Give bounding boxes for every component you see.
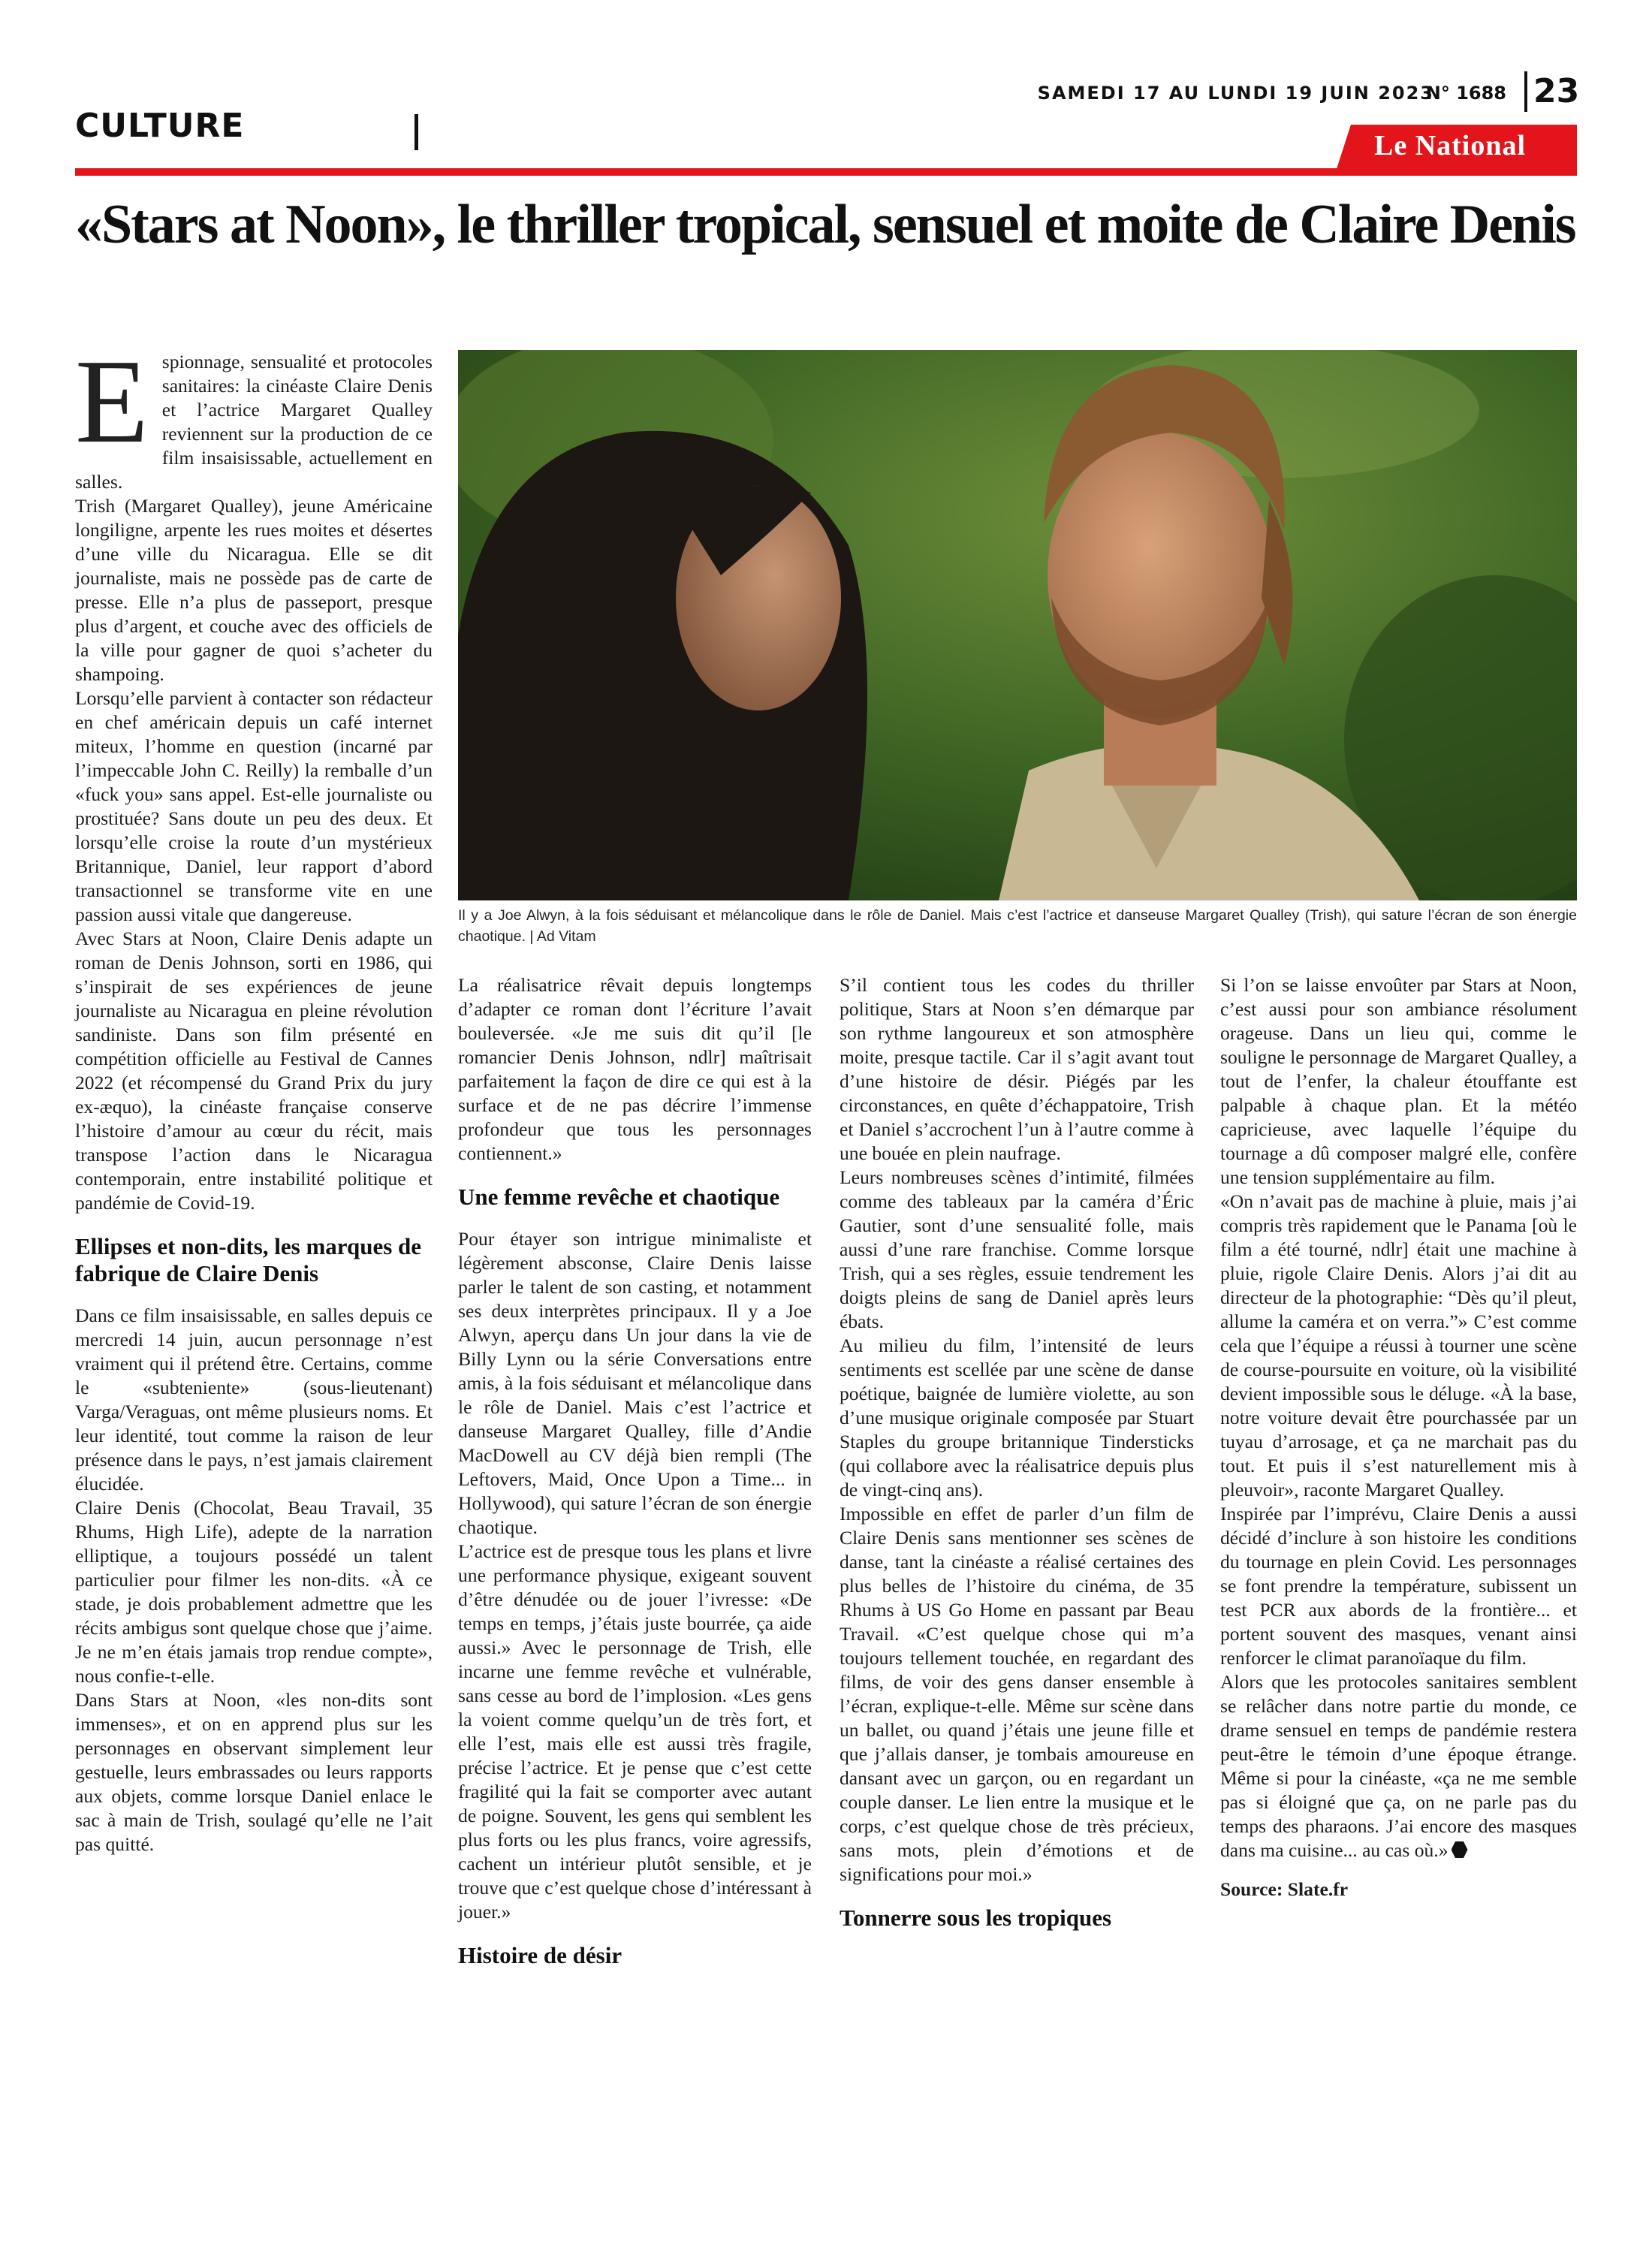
article-photo: [458, 350, 1577, 900]
intro-paragraph: [75, 334, 433, 494]
body-paragraph: Claire Denis (Chocolat, Beau Travail, 35 Rhums, High Life), adepte de la narration elliptique, a toujours possédé un talent particulier pour filmer les non-dits. «À ce stade, je dois probablement admettre que les récits ambigus sont quelque chose que j’aime. Je ne m’en étais jamais trop rendue compte», nous confie-t-elle.: [75, 1497, 433, 1687]
subheading: Tonnerre sous les tropiques: [840, 1905, 1112, 1931]
drop-cap: E: [75, 334, 149, 468]
body-paragraph: «On n’avait pas de machine à pluie, mais j’ai compris très rapidement que le Panama [où le film a été tourné, ndlr] était une machine à pluie, rigole Claire Denis. Alors j’ai dit au directeur de la photographie: “Dès qu’il pleut, allume la caméra et on verra.”» C’est comme cela que l’équipe a réussi à tourner une scène de course-poursuite en voiture, où la visibilité devient impossible sous le déluge. «À la base, notre voiture devait être pourchassée par un tuyau d’arrosage, et ça ne marchait pas du tout. Et puis il s’est naturellement mis à pleuvoir», raconte Margaret Qualley.: [1220, 1190, 1577, 1500]
page-number-divider: [1524, 71, 1527, 112]
closing-text: Alors que les protocoles sanitaires semblent se relâcher dans notre partie du monde, ce drame sensuel en temps de pandémie restera peut-être le témoin d’une époque étrange. Même si pour la cinéaste, «ça ne me semble pas si éloigné que ça, on ne parle pas du temps des pharaons. J’ai encore des masques dans ma cuisine... au cas où.»: [1220, 1671, 1577, 1861]
body-paragraph: L’actrice est de presque tous les plans et livre une performance physique, exigeant souvent d’être dénudée ou de jouer l’ivresse: «De temps en temps, j’étais juste bourrée, ça aide aussi.» Avec le personnage de Trish, elle incarne une femme revêche et vulnérable, sans cesse au bord de l’implosion. «Les gens la voient comme quelqu’un de très fort, et elle l’est, mais elle est aussi très fragile, précise l’actrice. Et je pense que c’est cette fragilité qui la fait se comporter avec autant de poigne. Souvent, les gens qui semblent les plus forts ou les plus francs, voire agressifs, cachent un intérieur plutôt sensible, et je trouve que c’est quelque chose d’intéressant à jouer.»: [458, 1540, 812, 1923]
article-column-1: [75, 334, 433, 1856]
body-paragraph: Au milieu du film, l’intensité de leurs sentiments est scellée par une scène de danse poétique, baignée de lumière violette, au son d’une musique originale composée par Stuart Staples du groupe britannique Tindersticks (qui collabore avec la réalisatrice depuis plus de vingt-cinq ans).: [840, 1335, 1194, 1500]
subheading: Histoire de désir: [458, 1942, 623, 1968]
photo-caption: Il y a Joe Alwyn, à la fois séduisant et mélancolique dans le rôle de Daniel. Mais c’est l’actrice et danseuse Margaret Qualley (Trish), qui sature l’écran de son énergie chaotique. | Ad Vitam: [458, 907, 1577, 945]
body-paragraph: Impossible en effet de parler d’un film de Claire Denis sans mentionner ses scènes de danse, tant la cinéaste a réalisé certaines des plus belles de l’histoire du cinéma, de 35 Rhums à US Go Home en passant par Beau Travail. «C’est quelque chose qui m’a toujours tellement touchée, en regardant des films, de voir des gens danser ensemble à l’écran, explique-t-elle. Même sur scène dans un ballet, ou quand j’étais une jeune fille et que j’allais danser, je tombais amoureuse en dansant avec un garçon, ou en regardant un couple danser. Le lien entre la musique et le corps, c’est quelque chose de très précieux, sans mots, plein d’émotions et de significations pour moi.»: [840, 1503, 1194, 1885]
section-divider: [415, 114, 418, 150]
film-still-image: [458, 350, 1577, 900]
issue-date: SAMEDI 17 AU LUNDI 19 JUIN 2023: [1037, 83, 1434, 104]
body-paragraph: Leurs nombreuses scènes d’intimité, filmées comme des tableaux par la caméra d’Éric Gautier, sont d’une sensualité folle, mais aussi d’une rare franchise. Comme lorsque Trish, qui a ses règles, essuie tendrement les doigts pleins de sang de Daniel après leurs ébats.: [840, 1166, 1194, 1332]
issue-number: N° 1688: [1425, 83, 1506, 104]
body-paragraph: La réalisatrice rêvait depuis longtemps d’adapter ce roman dont l’écriture l’avait bouleversée. «Je me suis dit qu’il [le romancier Denis Johnson, ndlr] maîtrisait parfaitement la façon de dire ce qui est à la surface et de ne pas décrire l’immense profondeur que tous les personnages contiennent.»: [458, 974, 812, 1164]
body-paragraph: Dans ce film insaisissable, en salles depuis ce mercredi 14 juin, aucun personnage n’est vraiment qui il prétend être. Certains, comme le «subteniente» (sous-lieutenant) Varga/Veraguas, ont même plusieurs noms. Et leur identité, tout comme la raison de leur présence dans le pays, n’est jamais clairement élucidée.: [75, 1304, 433, 1494]
section-label: CULTURE: [75, 107, 245, 145]
body-paragraph: Inspirée par l’imprévu, Claire Denis a aussi décidé d’inclure à son histoire les conditions du tournage en plein Covid. Les personnages se font prendre la température, subissent un test PCR aux abords de la frontière... et portent souvent des masques, venant ainsi renforcer le climat paranoïaque du film.: [1220, 1503, 1577, 1669]
article-column-4: [1220, 973, 1577, 1902]
body-paragraph: Si l’on se laisse envoûter par Stars at Noon, c’est aussi pour son ambiance résolument orageuse. Dans un lieu qui, comme le souligne le personnage de Margaret Qualley, a tout de l’enfer, la chaleur étouffante est palpable à chaque plan. Et la météo capricieuse, avec laquelle l’équipe du tournage a dû composer malgré elle, confère une tension supplémentaire au film.: [1220, 974, 1577, 1188]
article-column-3: [840, 973, 1194, 1948]
article-headline: «Stars at Noon», le thriller tropical, sensuel et moite de Claire Denis: [75, 194, 1575, 255]
body-paragraph: Dans Stars at Noon, «les non-dits sont immenses», et on en apprend plus sur les personnages en observant simplement leur gestuelle, leurs embrassades ou leurs rapports aux objets, comme lorsque Daniel enlace le sac à main de Trish, soulagé qu’elle ne l’ait pas quitté.: [75, 1689, 433, 1855]
brand-name: Le National: [1374, 130, 1527, 161]
body-paragraph: Trish (Margaret Qualley), jeune Américaine longiligne, arpente les rues moites et désertes d’une ville du Nicaragua. Elle se dit journaliste, mais ne possède pas de carte de presse. Elle n’a plus de passeport, presque plus d’argent, et couche avec des officiels de la ville pour gagner de quoi s’acheter du shampoing.: [75, 495, 433, 685]
header-red-rule: [75, 168, 1577, 176]
body-paragraph: Pour étayer son intrigue minimaliste et légèrement absconse, Claire Denis laisse parler le talent de son casting, et notamment ses deux interprètes principaux. Il y a Joe Alwyn, aperçu dans Un jour dans la vie de Billy Lynn ou la série Conversations entre amis, à la fois séduisant et mélancolique dans le rôle de Daniel. Mais c’est l’actrice et danseuse Margaret Qualley, fille d’Andie MacDowell au CV déjà bien rempli (The Leftovers, Maid, Once Upon a Time... in Hollywood), qui sature l’écran de son énergie chaotique.: [458, 1228, 812, 1538]
article-column-2: [458, 973, 812, 1986]
closing-paragraph: [1220, 1670, 1577, 1862]
intro-text: spionnage, sensualité et protocoles sanitaires: la cinéaste Claire Denis et l’actrice Margaret Qualley reviennent sur la production de ce film insaisissable, actuellement en salles.: [75, 351, 433, 493]
subheading: Une femme revêche et chaotique: [458, 1184, 780, 1210]
article-source: Source: Slate.fr: [1220, 1878, 1349, 1900]
body-paragraph: Avec Stars at Noon, Claire Denis adapte un roman de Denis Johnson, sorti en 1986, qui s’inspirait de ses expériences de jeune journaliste au Nicaragua en pleine révolution sandiniste. Dans son film présenté en compétition officielle au Festival de Cannes 2022 (et récompensé du Grand Prix du jury ex-æquo), la cinéaste française conserve l’histoire d’amour au cœur du récit, mais transpose l’action dans le Nicaragua contemporain, entre instabilité politique et pandémie de Covid-19.: [75, 927, 433, 1214]
subheading: Ellipses et non-dits, les marques de fabrique de Claire Denis: [75, 1233, 422, 1286]
end-mark-icon: [1452, 1841, 1468, 1858]
body-paragraph: S’il contient tous les codes du thriller politique, Stars at Noon s’en démarque par son rythme langoureux et son atmosphère moite, presque tactile. Car il s’agit avant tout d’une histoire de désir. Piégés par les circonstances, en quête d’échappatoire, Trish et Daniel s’accrochent l’un à l’autre comme à une bouée en plein naufrage.: [840, 974, 1194, 1164]
page-number: 23: [1533, 72, 1580, 110]
body-paragraph: Lorsqu’elle parvient à contacter son rédacteur en chef américain depuis un café internet miteux, l’homme en question (incarné par l’impeccable John C. Reilly) la remballe d’un «fuck you» sans appel. Est-elle journaliste ou prostituée? Sans doute un peu des deux. Et lorsqu’elle croise la route d’un mystérieux Britannique, Daniel, leur rapport d’abord transactionnel se transforme vite en une passion aussi vitale que dangereuse.: [75, 687, 433, 925]
